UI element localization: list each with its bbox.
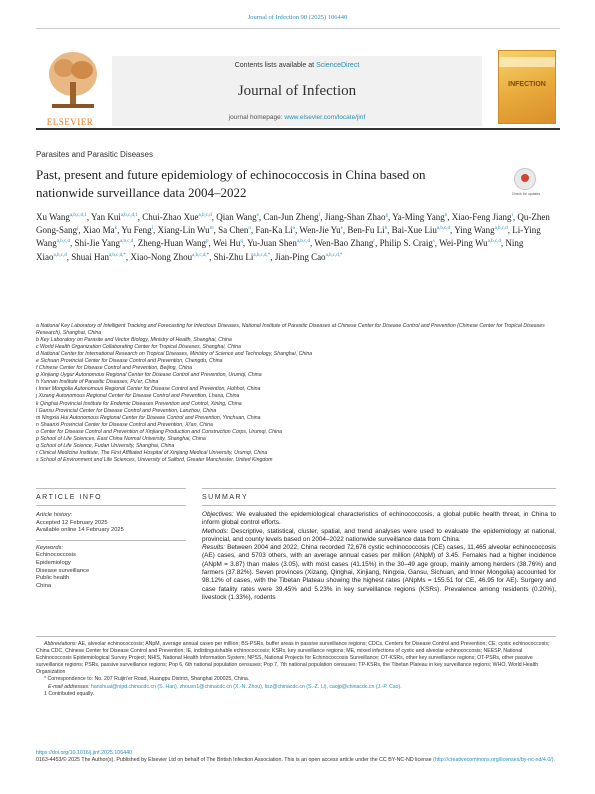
author-name: Wen-Jie Yu: [299, 225, 341, 236]
author-name: Xiao Ma: [82, 225, 115, 236]
check-for-updates-badge[interactable]: [504, 168, 548, 202]
keyword: Public health: [36, 575, 70, 582]
methods-text: Descriptive, statistical, cluster, spatial, and trend analyses were used to evaluate the epidemiology at national, provincial, and county levels based on 2004–2022 nationwide surveillance data from China.: [202, 527, 556, 543]
article-footer: [36, 750, 556, 764]
author-affiliation-marks[interactable]: e: [340, 226, 343, 232]
divider: [36, 636, 556, 637]
author-name: Shi-Zhu Li: [213, 251, 254, 262]
author-name: Can-Jun Zheng: [263, 212, 319, 222]
contents-text: Contents lists available at: [234, 62, 315, 69]
author-name: Yan Kui: [90, 212, 121, 222]
abbreviations-text: AE, alveolar echinococcosis; ANpM, average annual cases per million; BS-PSRs, buffer areas in passive surveillance regions; CDCs, Centers for Disease Control and Prevention; CE, cystic echinococcosis; China CDC, Chinese Center for Disease Control and Prevention; IE, indistinguishable echinococcosis; KSRs, key surveillance regions; ME, mixed infections of cystic and alveolar echinococcosis; NEESP, National Echinococcosis Epidemiological Survey Project; NHIS, National Health Information System; NPSS, National Projects for Echinococcosis Surveillance; OT-KSRs, other key surveillance regions; OT-PSRs, other passive surveillance regions; PSRs, passive surveillance regions; Pop 6, 6th national population censuses; Pop 7, 7th national population censuses; TP-KSRs, the Tibetan Plateau in key surveillance regions; WHO, World Health Organization: [36, 641, 550, 676]
history-label: Article history:: [36, 512, 73, 518]
journal-cover-image[interactable]: [498, 50, 556, 124]
affiliation-item: s School of Environment and Life Sciences, University of Salford, Greater Manchester, United Kingdom: [36, 456, 273, 463]
article-title: Past, present and future epidemiology of echinococcosis in China based on nationwide surveillance data 2004–2022: [36, 167, 426, 200]
author-affiliation-marks[interactable]: a,b,c,d,*: [325, 252, 343, 258]
homepage-link[interactable]: www.elsevier.com/locate/jinf: [284, 114, 366, 121]
author-affiliation-marks[interactable]: f: [318, 213, 321, 218]
author-name: Qian Wang: [216, 212, 257, 222]
affiliation-item: p School of Life Sciences, East China Normal University, Shanghai, China: [36, 435, 206, 442]
affiliation-item: c World Health Organization Collaborating Center for Tropical Diseases, Shanghai, China: [36, 344, 241, 351]
author-affiliation-marks[interactable]: p: [206, 239, 209, 245]
summary-heading: SUMMARY: [202, 494, 249, 501]
affiliation-item: g Xinjiang Uygur Autonomous Regional Center for Disease Control and Prevention, Urumqi, China: [36, 372, 262, 379]
author-affiliation-marks[interactable]: s: [432, 239, 435, 245]
author-name: Yu Feng: [121, 225, 152, 236]
author-name: Xu Wang: [36, 212, 70, 222]
journal-homepage: [112, 114, 482, 121]
cover-title: INFECTION: [508, 81, 546, 88]
affiliation-item: r Clinical Medicine Institute, The First Affiliated Hospital of Xinjiang Medical University, Urumqi, China: [36, 449, 268, 456]
cover-band: [499, 57, 555, 67]
author-name: Zheng-Huan Wang: [137, 238, 207, 249]
author-affiliation-marks[interactable]: a,b,c,d: [53, 252, 67, 258]
affiliation-item: f Chinese Center for Disease Control and Prevention, Beijing, China: [36, 365, 192, 372]
article-info: [36, 512, 186, 590]
keyword: Echinococcosis: [36, 552, 76, 559]
email-label: E-mail addresses:: [48, 683, 90, 690]
author-affiliation-marks[interactable]: a,b,c,d,1: [120, 213, 138, 218]
author-affiliation-marks[interactable]: a,b,c,d,*: [253, 252, 271, 258]
author-affiliation-marks[interactable]: r: [373, 239, 376, 245]
correspondence-note: * Correspondence to: No. 207 Ruijin'er Road, Huangpu District, Shanghai 200025, China.: [44, 676, 250, 683]
author-name: Sa Chen: [218, 225, 249, 236]
author-name: Ning Xiao: [36, 238, 524, 262]
author-affiliation-marks[interactable]: l: [151, 226, 153, 232]
affiliation-item: d National Center for International Research on Tropical Diseases, Ministry of Science and Technology, Shanghai, China: [36, 351, 313, 358]
affiliation-item: e Sichuan Provincial Center for Disease Control and Prevention, Chengdu, China: [36, 358, 223, 365]
journal-citation[interactable]: Journal of Infection 90 (2025) 106440: [247, 14, 348, 21]
divider: [36, 540, 186, 541]
author-affiliation-marks[interactable]: a,b,c,d: [56, 239, 70, 245]
author-affiliation-marks[interactable]: n: [248, 226, 251, 232]
author-name: Ying Wang: [454, 225, 495, 236]
affiliation-item: q School of Life Science, Fudan University, Shanghai, China: [36, 442, 175, 449]
author-name: Yu-Juan Shen: [247, 238, 297, 249]
author-affiliation-marks[interactable]: h: [444, 213, 448, 218]
affiliation-item: a National Key Laboratory of Intelligent Tracking and Forecasting for Infectious Diseases, National Institute of Parasitic Diseases at Chinese Center for Disease Control and Prevention (Chinese Center for Tropical Diseases Research), Shanghai, China: [36, 323, 545, 337]
sciencedirect-link[interactable]: ScienceDirect: [316, 62, 360, 69]
affiliation-item: i Inner Mongolia Autonomous Regional Center for Disease Control and Prevention, Hohhot, China: [36, 386, 261, 393]
author-affiliation-marks[interactable]: m: [209, 226, 214, 232]
results-text: Between 2004 and 2022, China recorded 72,676 cystic echinococcosis (CE) cases, 11,465 alveolar echinococcosis (AE) cases, and 5703 others, with an average annual cases per million (ANpM) of 3.45. Females had a higher incidence (ANpM = 3.87) than males (3.05), with most cases (41.15%) in the 30–49 age group, mainly among herders (38.76%) and farmers (37.82%). Seven provinces (Xizang, Qinghai, Xinjiang, Ningxia, Gansu, Sichuan, and Inner Mongolia) accounted for 98.12% of cases, with the Tibetan Plateau showing the highest rates (ANpMs = 155.51 for CE, 46.95 for AE). Surgery and case fatality rates were 39.45% and 5.23% in key surveillance regions (KSRs). Prevalence among residents (0.20%), livestock (1.33%), rodents: [202, 544, 556, 601]
accepted-date: Accepted 12 February 2025: [36, 519, 108, 526]
keywords-label: Keywords:: [36, 544, 64, 551]
author-affiliation-marks[interactable]: a,b,c,d: [198, 213, 212, 218]
objectives-label: Objectives:: [202, 511, 234, 518]
online-date: Available online 14 February 2025: [36, 527, 124, 534]
elsevier-tree-logo: [44, 46, 102, 112]
abbreviations-label: Abbreviations:: [44, 641, 77, 647]
publisher-name: ELSEVIER: [46, 117, 94, 127]
equal-contribution-note: 1 Contributed equally.: [44, 690, 95, 697]
author-affiliation-marks[interactable]: i: [511, 213, 513, 218]
author-name: Chui-Zhao Xue: [142, 212, 199, 222]
author-name: Jian-Ping Cao: [274, 251, 326, 262]
author-name: Xiao-Nong Zhou: [130, 251, 193, 262]
affiliation-item: j Xizang Autonomous Regional Center for Disease Control and Prevention, Lhasa, China: [36, 393, 240, 400]
affiliation-item: l Gansu Provincial Center for Disease Control and Prevention, Lanzhou, China: [36, 407, 217, 414]
affiliation-item: m Ningxia Hui Autonomous Regional Center for Disease Control and Prevention, Yinchuan, China: [36, 414, 261, 421]
author-affiliation-marks[interactable]: j: [77, 226, 79, 232]
doi-link[interactable]: https://doi.org/10.1016/j.jinf.2025.106440: [36, 750, 133, 756]
article-info-heading: ARTICLE INFO: [36, 494, 103, 501]
author-name: Fan-Ka Li: [255, 225, 293, 236]
author-name: Shuai Han: [71, 251, 109, 262]
author-affiliation-marks[interactable]: e: [256, 213, 259, 218]
license-text: 0163-4453/© 2025 The Author(s). Published by Elsevier Ltd on behalf of The British Infection Association. This is an open access article under the CC BY-NC-ND license: [36, 757, 432, 764]
author-name: Shi-Jie Yang: [74, 238, 120, 249]
results-label: Results:: [202, 544, 226, 552]
author-affiliation-marks[interactable]: o: [292, 226, 296, 232]
author-name: Wei-Ping Wu: [439, 238, 488, 249]
author-name: Qu-Zhen Gong-Sang: [36, 212, 550, 236]
author-name: Ya-Ming Yang: [392, 212, 445, 222]
author-affiliation-marks[interactable]: a,b,c,d: [296, 239, 311, 245]
author-affiliation-marks[interactable]: a,b,c,d: [120, 239, 134, 245]
objectives-text: We evaluated the epidemiological characteristics of echinococcosis, a global public health threat, in China to inform global control efforts.: [202, 511, 556, 527]
author-affiliation-marks[interactable]: k: [114, 226, 118, 232]
keyword: China: [36, 582, 52, 589]
author-affiliation-marks[interactable]: g: [385, 213, 388, 218]
check-updates-icon: [514, 168, 536, 190]
author-affiliation-marks[interactable]: a,b,c,d: [436, 226, 451, 232]
author-affiliation-marks[interactable]: q: [240, 239, 243, 245]
footnotes: [36, 641, 556, 698]
license-link[interactable]: (http://creativecommons.org/licenses/by-nc-nd/4.0/).: [433, 757, 555, 764]
author-affiliation-marks[interactable]: a,b,c,d: [487, 239, 501, 245]
author-name: Wei Hu: [212, 238, 241, 249]
divider: [36, 488, 186, 489]
author-name: Bai-Xue Liu: [391, 225, 437, 236]
author-name: Wen-Bao Zhang: [314, 238, 374, 249]
homepage-label: journal homepage:: [228, 114, 283, 121]
journal-title: Journal of Infection: [237, 83, 357, 99]
author-name: Li-Ying Wang: [36, 225, 541, 249]
author-affiliation-marks[interactable]: a,b,c,d,*: [108, 252, 126, 258]
keyword-list: [36, 552, 186, 590]
author-affiliation-marks[interactable]: h: [384, 226, 388, 232]
affiliation-item: k Qinghai Provincial Institute for Endemic Diseases Prevention and Control, Xining, China: [36, 400, 242, 407]
divider: [202, 505, 556, 506]
author-name: Ben-Fu Li: [347, 225, 385, 236]
author-name: Xiang-Lin Wu: [157, 225, 210, 236]
author-affiliation-marks[interactable]: a,b,c,d: [494, 226, 508, 232]
divider: [202, 488, 556, 489]
divider: [36, 505, 186, 506]
keyword: Epidemiology: [36, 559, 71, 566]
contents-line: [112, 62, 482, 69]
author-affiliation-marks[interactable]: a,b,c,d,1: [69, 213, 87, 218]
author-name: Xiao-Feng Jiang: [451, 212, 512, 222]
email-addresses[interactable]: hanshuai@nipd.chinacdc.cn (S. Han), zhouxn1@chinacdc.cn (X.-N. Zhou), lisz@chinacdc.cn (S.-Z. Li), caojp@chinacdc.cn (J.-P. Cao).: [90, 683, 402, 690]
methods-label: Methods:: [202, 527, 229, 535]
keyword: Disease surveillance: [36, 567, 90, 574]
check-updates-label: Check for updates: [511, 192, 541, 196]
author-name: Jiang-Shan Zhao: [324, 212, 386, 222]
author-name: Philip S. Craig: [379, 238, 433, 249]
affiliation-item: b Key Laboratory on Parasite and Vector Biology, Ministry of Health, Shanghai, China: [36, 337, 232, 344]
summary-text: [202, 511, 556, 602]
affiliation-item: h Yunnan Institute of Parasitic Diseases, Pu'er, China: [36, 379, 159, 386]
affiliation-item: n Shaanxi Provincial Center for Disease Control and Prevention, Xi'an, China: [36, 421, 213, 428]
author-list: Xu Wang$^{a,b,c,d,1}$, Yan Kui$^{a,b,c,d,1}$, Chui-Zhao Xue$^{a,b,c,d}$, Qian Wang$^e$, Can-Jun Zheng$^f$, Jiang-Shan Zhao$^g$, Ya-Ming Yang$^h$, Xiao-Feng Jiang$^i$, Qu-Zhen Gong-Sang$^j$, Xiao Ma$^k$, Yu Feng$^l$, Xiang-Lin Wu$^m$, Sa Chen$^n$, Fan-Ka Li$^o$, Wen-Jie Yu$^e$, Ben-Fu Li$^h$, Bai-Xue Liu$^{a,b,c,d}$, Ying Wang$^{a,b,c,d}$, Li-Ying Wang$^{a,b,c,d}$, Shi-Jie Yang$^{a,b,c,d}$, Zheng-Huan Wang$^p$, Wei Hu$^q$, Yu-Juan Shen$^{a,b,c,d}$, Wen-Bao Zhang$^r$, Philip S. Craig$^s$, Wei-Ping Wu$^{a,b,c,d}$, Ning Xiao$^{a,b,c,d}$, Shuai Han$^{a,b,c,d,*}$, Xiao-Nong Zhou$^{a,b,c,d,*}$, Shi-Zhu $Li^{a,b,c,d,*}$, Jian-Ping Cao$^{a,b,c,d,*}$: [36, 212, 550, 262]
affiliation-list: [36, 323, 556, 464]
section-label: Parasites and Parasitic Diseases: [36, 150, 153, 159]
affiliation-item: o Center for Disease Control and Prevention of Xinjiang Production and Construction Corps, Urumqi, China: [36, 428, 282, 435]
author-affiliation-marks[interactable]: a,b,c,d,*: [192, 252, 210, 258]
